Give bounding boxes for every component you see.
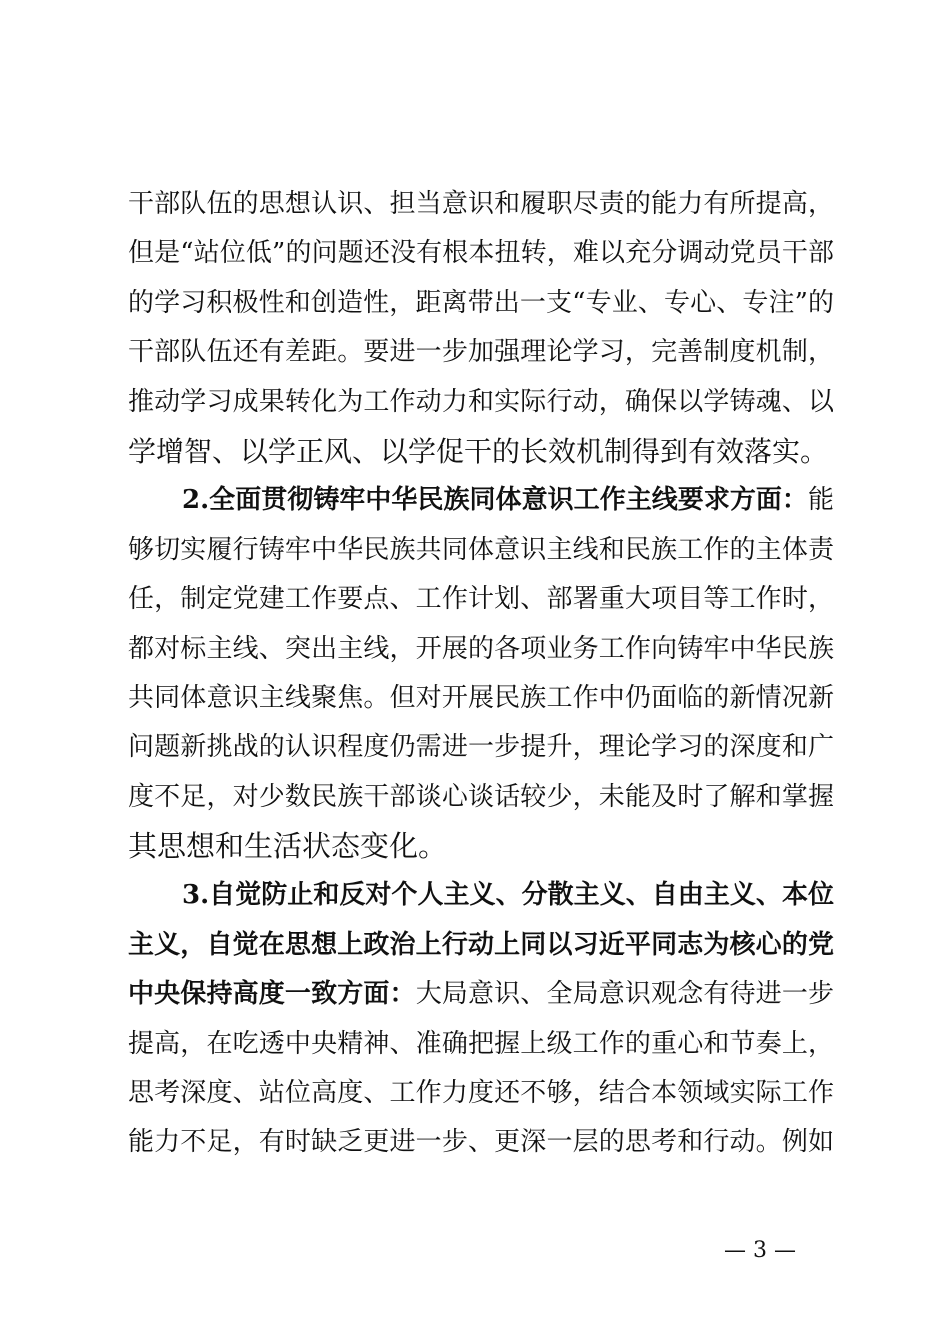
section-heading-line	[128, 921, 834, 970]
text-run: 干部队伍还有差距。要进一步加强理论学习，完善制度机制，	[128, 337, 834, 368]
text-run: 都对标主线、突出主线，开展的各项业务工作向铸牢中华民族	[128, 633, 834, 664]
text-line	[128, 229, 834, 278]
text-run: 的学习积极性和创造性，距离带出一支“专业、专心、专注”的	[128, 287, 834, 318]
section-heading-line	[128, 476, 834, 525]
text-line	[128, 427, 834, 476]
text-run: 思考深度、站位高度、工作力度还不够，结合本领域实际工作	[128, 1078, 834, 1109]
text-run: 推动学习成果转化为工作动力和实际行动，确保以学铸魂、以	[128, 386, 834, 417]
text-run: 问题新挑战的认识程度仍需进一步提升，理论学习的深度和广	[128, 732, 834, 763]
section-heading: 中央保持高度一致方面：	[128, 979, 416, 1010]
text-run: 大局意识、全局意识观念有待进一步	[415, 979, 834, 1010]
text-run: 能	[807, 485, 834, 516]
section-heading: 2.全面贯彻铸牢中华民族同体意识工作主线要求方面：	[182, 485, 808, 516]
text-line	[128, 279, 834, 328]
text-line	[128, 723, 834, 772]
section-heading: 主义，自觉在思想上政治上行动上同以习近平同志为核心的党	[128, 929, 834, 960]
text-run: 度不足，对少数民族干部谈心谈话较少，未能及时了解和掌握	[128, 781, 834, 812]
text-line	[128, 822, 834, 871]
page-number: — 3 —	[724, 1238, 796, 1263]
text-run: 其思想和生活状态变化。	[128, 829, 448, 864]
text-line	[128, 180, 834, 229]
text-run: 共同体意识主线聚焦。但对开展民族工作中仍面临的新情况新	[128, 682, 834, 713]
text-line	[128, 1118, 834, 1167]
text-run: 学增智、以学正风、以学促干的长效机制得到有效落实。	[128, 434, 829, 468]
text-run: 任，制定党建工作要点、工作计划、部署重大项目等工作时，	[128, 584, 834, 615]
text-line	[128, 328, 834, 377]
text-run: 能力不足，有时缺乏更进一步、更深一层的思考和行动。例如	[128, 1127, 834, 1158]
text-line	[128, 378, 834, 427]
text-line	[128, 674, 834, 723]
text-line	[128, 773, 834, 822]
text-line	[128, 575, 834, 624]
text-run: 够切实履行铸牢中华民族共同体意识主线和民族工作的主体责	[128, 534, 834, 565]
section-heading-line	[128, 970, 834, 1019]
text-run: 但是“站位低”的问题还没有根本扭转，难以充分调动党员干部	[128, 238, 834, 269]
text-line	[128, 1020, 834, 1069]
section-heading-line	[128, 871, 834, 920]
text-run: 干部队伍的思想认识、担当意识和履职尽责的能力有所提高，	[128, 189, 834, 219]
text-line	[128, 526, 834, 575]
text-line	[128, 1069, 834, 1118]
section-heading: 3.自觉防止和反对个人主义、分散主义、自由主义、本位	[182, 880, 834, 911]
body-text	[128, 180, 834, 1168]
text-run: 提高，在吃透中央精神、准确把握上级工作的重心和节奏上，	[128, 1028, 834, 1059]
text-line	[128, 625, 834, 674]
